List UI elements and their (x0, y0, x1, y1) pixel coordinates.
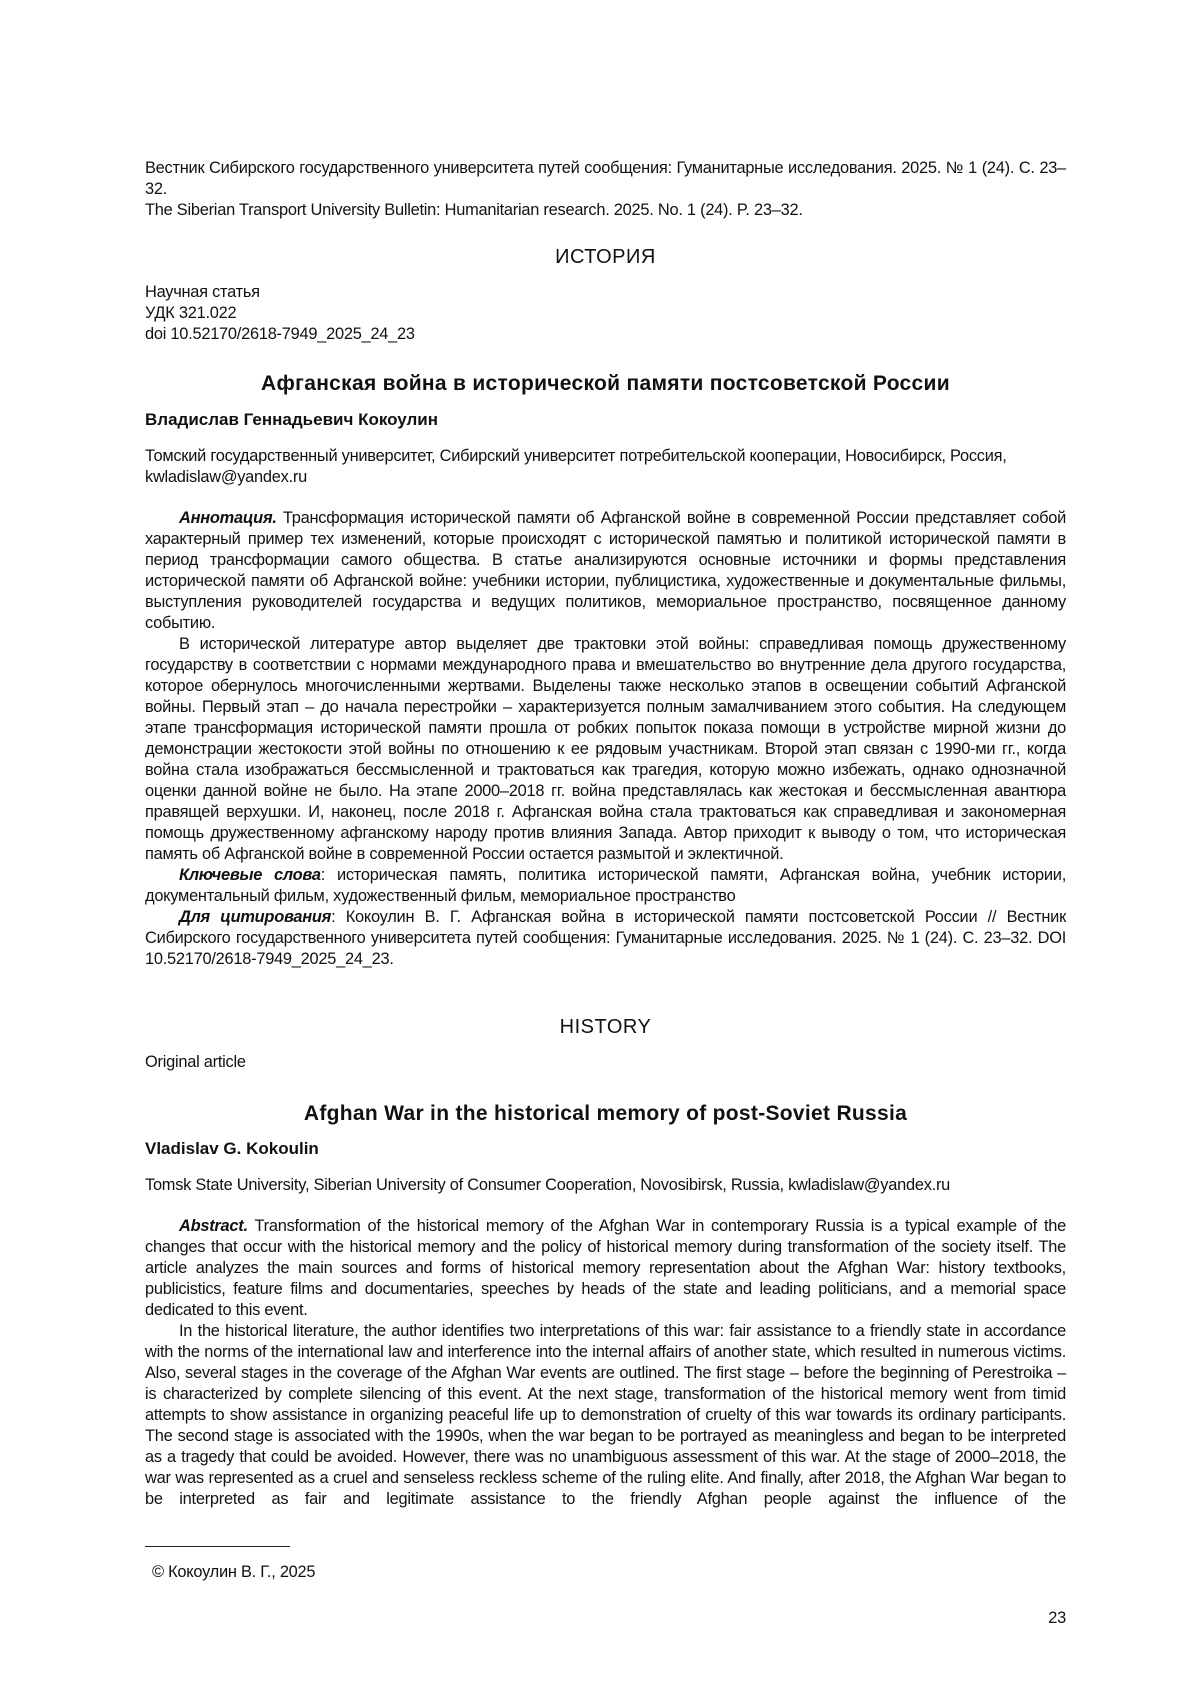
article-title-ru: Афганская война в исторической памяти постсоветской России (145, 372, 1066, 396)
article-title-en: Afghan War in the historical memory of post-Soviet Russia (145, 1102, 1066, 1126)
citation-label-ru: Для цитирования (179, 908, 331, 926)
keywords-ru: : историческая память, политика исторической памяти, Афганская война, учебник истории, документальный фильм, художественный фильм, мемориальное пространство (145, 866, 1066, 905)
abstract-label-en: Abstract. (179, 1217, 248, 1235)
abstract-en (145, 1216, 1066, 1510)
journal-header (145, 158, 1066, 221)
copyright: © Кокоулин В. Г., 2025 (152, 1562, 1073, 1583)
article-type: Научная статья (145, 282, 1066, 303)
abstract-ru (145, 508, 1066, 970)
abstract-label-ru: Аннотация. (179, 509, 277, 527)
affiliation-en: Tomsk State University, Siberian University of Consumer Cooperation, Novosibirsk, Russia, kwladislaw@yandex.ru (145, 1175, 1066, 1196)
doi: doi 10.52170/2618-7949_2025_24_23 (145, 324, 1066, 345)
abstract-text-en-2: In the historical literature, the author identifies two interpretations of this war: fair assistance to a friendly state in accordance with the norms of the international law and interference into the internal affairs of another state, which resulted in numerous victims. Also, several stages in the coverage of the Afghan War events are outlined. The first stage – before the beginning of Perestroika – is characterized by complete silencing of this event. At the next stage, transformation of the historical memory went from timid attempts to show assistance in organizing peaceful life up to demonstration of cruelty of this war towards its ordinary participants. The second stage is associated with the 1990s, when the war began to be portrayed as meaningless and began to be interpreted as a tragedy that could be avoided. However, there was no unambiguous assessment of this war. At the stage of 2000–2018, the war was represented as a cruel and senseless reckless scheme of the ruling elite. And finally, after 2018, the Afghan War began to be interpreted as fair and legitimate assistance to the friendly Afghan people against the influence of the (145, 1321, 1066, 1510)
page-number: 23 (145, 1608, 1066, 1629)
udc: УДК 321.022 (145, 303, 1066, 324)
citation-ru: : Кокоулин В. Г. Афганская война в исторической памяти постсоветской России // Вестник Сибирского государственного университета путей сообщения: Гуманитарные исследования. 2025. № 1 (24). С. 23–32. DOI 10.52170/2618-7949_2025_24_23. (145, 908, 1066, 968)
affiliation-ru: Томский государственный университет, Сибирский университет потребительской кооперации, Новосибирск, Россия, kwladislaw@yandex.ru (145, 446, 1066, 488)
journal-citation-en: The Siberian Transport University Bulletin: Humanitarian research. 2025. No. 1 (24). P. 23–32. (145, 200, 1066, 221)
abstract-text-en-1: Transformation of the historical memory of the Afghan War in contemporary Russia is a typical example of the changes that occur with the historical memory and the policy of historical memory during transformation of the society itself. The article analyzes the main sources and forms of historical memory representation about the Afghan War: history textbooks, publicistics, feature films and documentaries, speeches by heads of the state and leading politicians, and a memorial space dedicated to this event. (145, 1217, 1066, 1319)
keywords-label-ru: Ключевые слова (179, 866, 321, 884)
section-heading-en: HISTORY (145, 1016, 1066, 1039)
article-meta-ru (145, 282, 1066, 345)
section-heading-ru: ИСТОРИЯ (145, 246, 1066, 269)
journal-citation-ru: Вестник Сибирского государственного университета путей сообщения: Гуманитарные исследования. 2025. № 1 (24). С. 23–32. (145, 158, 1066, 200)
author-en: Vladislav G. Kokoulin (145, 1139, 1066, 1159)
author-ru: Владислав Геннадьевич Кокоулин (145, 410, 1066, 430)
abstract-text-ru-1: Трансформация исторической памяти об Афганской войне в современной России представляет собой характерный пример тех изменений, которые происходят с исторической памятью и политикой исторической памяти в период трансформации самого общества. В статье анализируются основные источники и формы представления исторической памяти об Афганской войне: учебники истории, публицистика, художественные и документальные фильмы, выступления руководителей государства и ведущих политиков, мемориальное пространство, посвященное данному событию. (145, 509, 1066, 632)
footnote-divider (145, 1546, 290, 1547)
article-type-en: Original article (145, 1052, 1066, 1073)
abstract-text-ru-2: В исторической литературе автор выделяет две трактовки этой войны: справедливая помощь дружественному государству в соответствии с нормами международного права и вмешательство во внутренние дела другого государства, которое обернулось многочисленными жертвами. Выделены также несколько этапов в освещении событий Афганской войны. Первый этап – до начала перестройки – характеризуется полным замалчиванием этого события. На следующем этапе трансформация исторической памяти прошла от робких попыток показа помощи в устройстве мирной жизни до демонстрации жестокости этой войны по отношению к ее рядовым участникам. Второй этап связан с 1990-ми гг., когда война стала изображаться бессмысленной и трактоваться как трагедия, которую можно избежать, однако однозначной оценки данной войне не было. На этапе 2000–2018 гг. война представлялась как жестокая и бессмысленная авантюра правящей верхушки. И, наконец, после 2018 г. Афганская война стала трактоваться как справедливая и закономерная помощь дружественному афганскому народу против влияния Запада. Автор приходит к выводу о том, что историческая память об Афганской войне в современной России остается размытой и эклектичной. (145, 634, 1066, 865)
